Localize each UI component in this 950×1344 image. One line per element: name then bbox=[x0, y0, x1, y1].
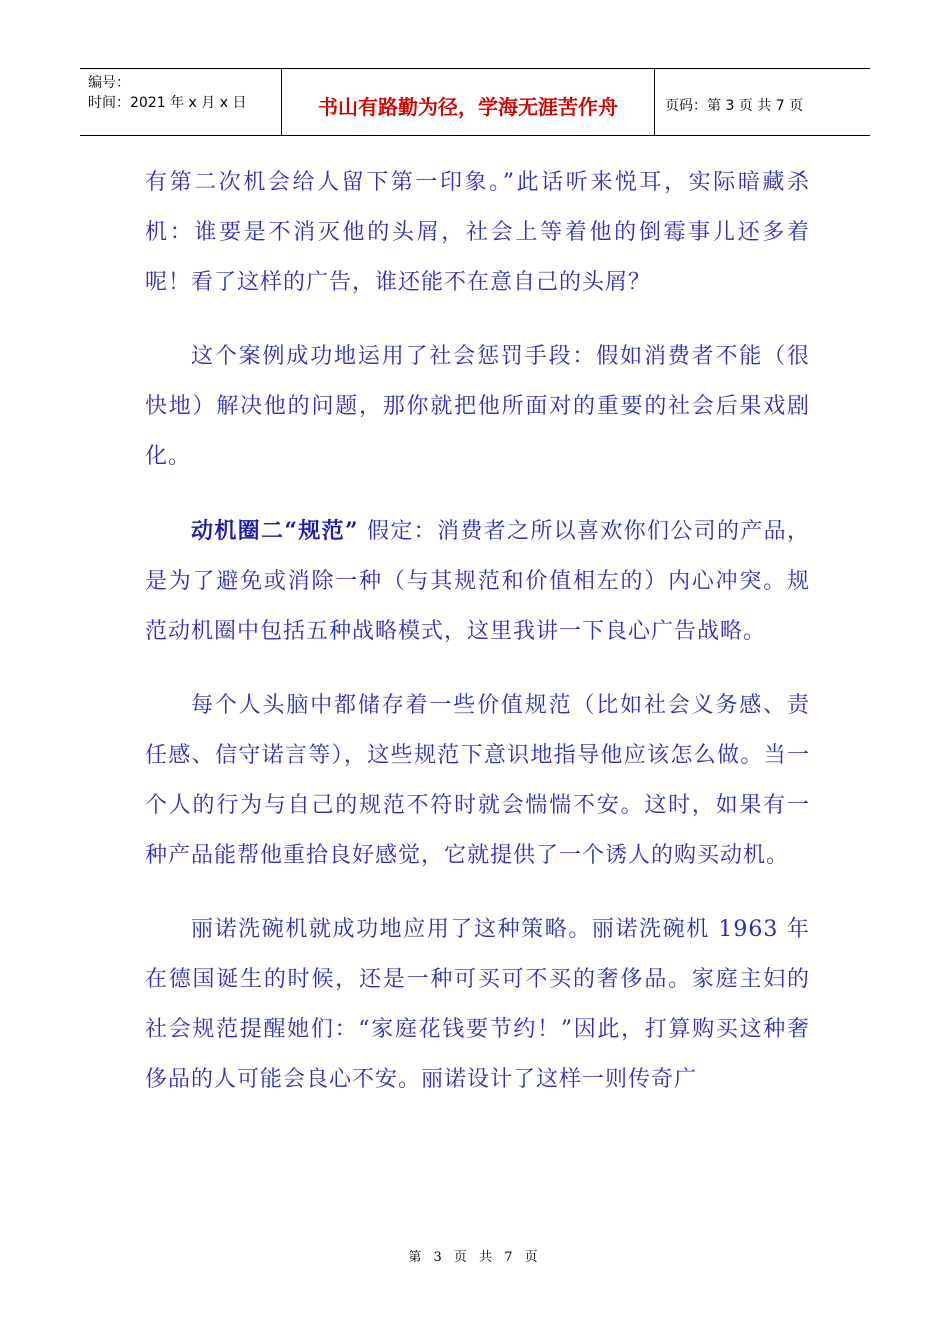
document-body bbox=[145, 158, 810, 1129]
paragraph: 这个案例成功地运用了社会惩罚手段：假如消费者不能（很快地）解决他的问题，那你就把他所面对的重要的社会后果戏剧化。 bbox=[145, 344, 810, 469]
document-number-label: 编号： bbox=[88, 75, 130, 91]
paragraph: 每个人头脑中都储存着一些价值规范（比如社会义务感、责任感、信守诺言等），这些规范下意识地指导他应该怎么做。当一个人的行为与自己的规范不符时就会惴惴不安。这时，如果有一种产品能帮他重拾良好感觉，它就提供了一个诱人的购买动机。 bbox=[145, 693, 810, 868]
paragraph: 有第二次机会给人留下第一印象。”此话听来悦耳，实际暗藏杀机：谁要是不消灭他的头屑，社会上等着他的倒霉事儿还多着呢！看了这样的广告，谁还能不在意自己的头屑？ bbox=[145, 170, 810, 295]
motto-text: 书山有路勤为径，学海无涯苦作舟 bbox=[318, 94, 618, 119]
header-page-info bbox=[655, 69, 870, 135]
document-date: 时间：2021 年 x 月 x 日 bbox=[88, 95, 247, 111]
header-meta bbox=[80, 69, 282, 135]
footer-page-number: 第 3 页 共 7 页 bbox=[408, 1250, 542, 1265]
page-footer bbox=[0, 1246, 950, 1265]
page-header bbox=[80, 68, 870, 136]
paragraph bbox=[145, 506, 810, 657]
paragraph-text: 假定：消费者之所以喜欢你们公司的产品，是为了避免或消除一种（与其规范和价值相左的）内心冲突。规范动机圈中包括五种战略模式，这里我讲一下良心广告战略。 bbox=[145, 519, 810, 644]
header-motto bbox=[282, 69, 655, 135]
section-heading: 动机圈二“规范” bbox=[191, 518, 359, 544]
page-info-text: 页码：第 3 页 共 7 页 bbox=[665, 98, 804, 114]
paragraph: 丽诺洗碗机就成功地应用了这种策略。丽诺洗碗机 1963 年在德国诞生的时候，还是一种可买可不买的奢侈品。家庭主妇的社会规范提醒她们：“家庭花钱要节约！”因此，打算购买这种奢侈品的人可能会良心不安。丽诺设计了这样一则传奇广 bbox=[145, 917, 810, 1092]
